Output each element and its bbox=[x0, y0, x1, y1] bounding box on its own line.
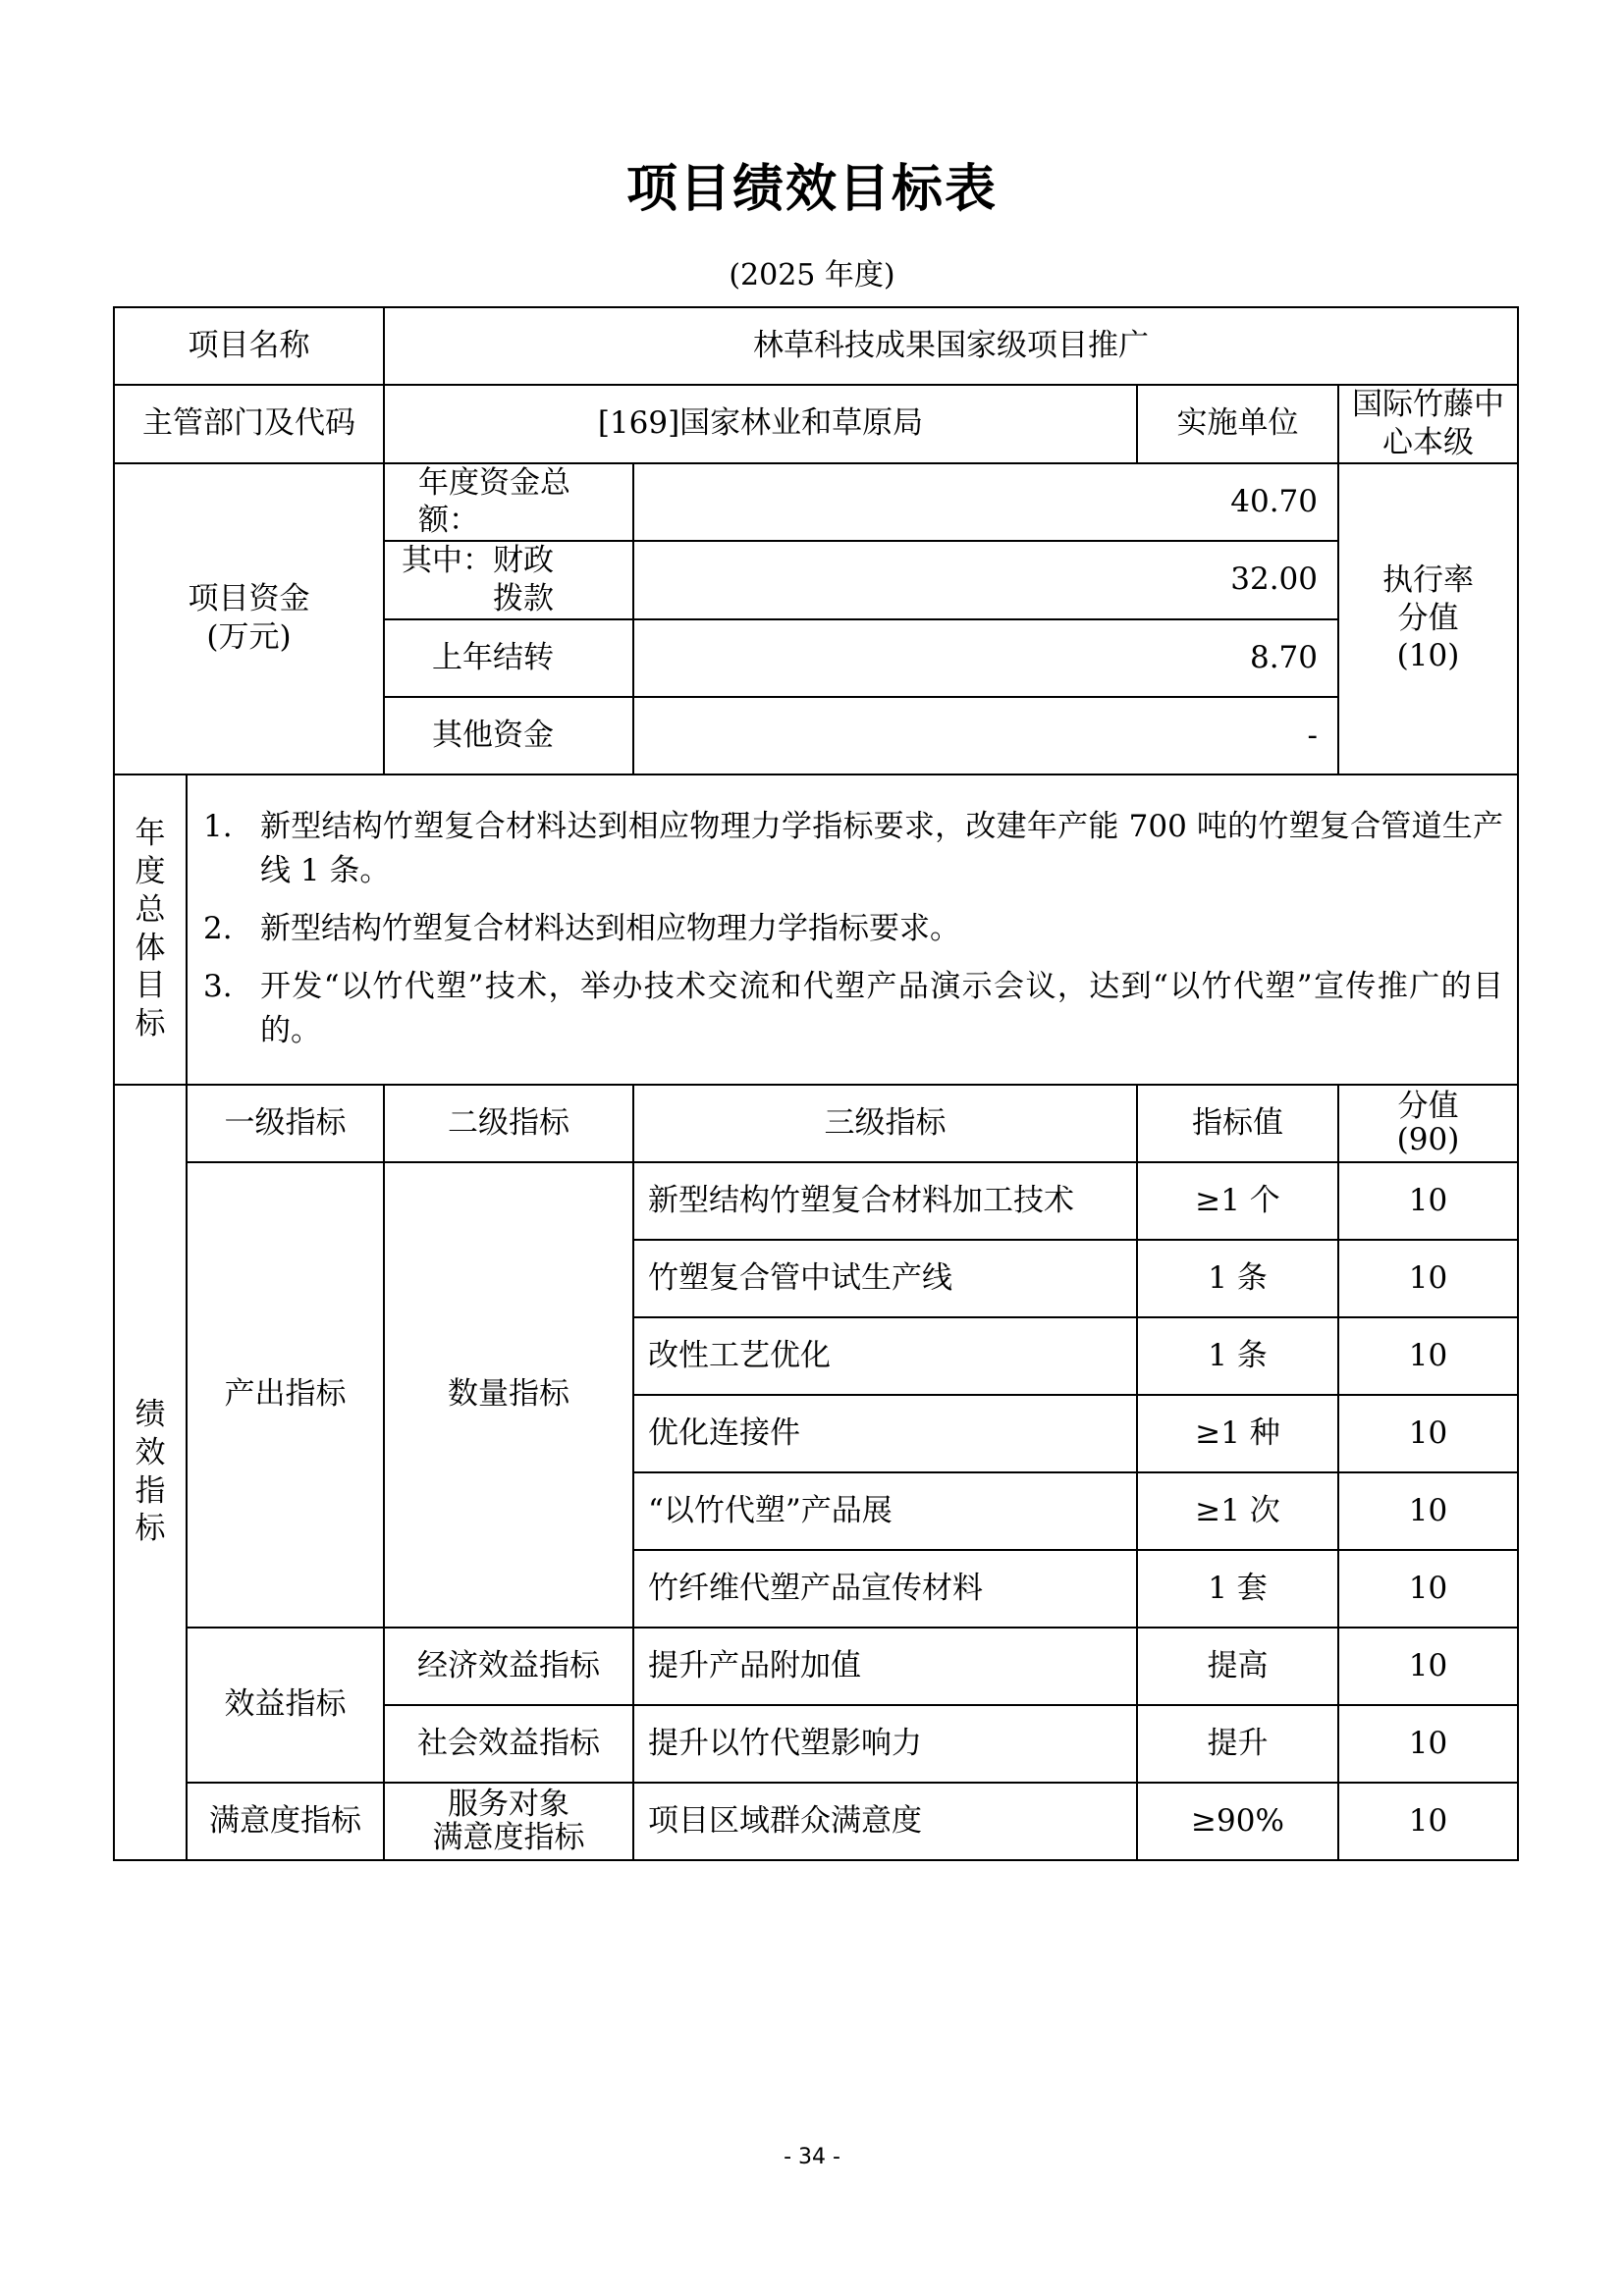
department-row bbox=[114, 385, 1518, 463]
indicators-label-char: 绩 bbox=[135, 1397, 166, 1432]
goals-label-char: 标 bbox=[135, 1006, 166, 1041]
output-level1: 产出指标 bbox=[187, 1162, 384, 1628]
funds-total-label: 年度资金总额： bbox=[384, 463, 633, 542]
indicator-score: 10 bbox=[1338, 1240, 1518, 1317]
indicator-value: 1 条 bbox=[1137, 1240, 1338, 1317]
indicator-value: 提高 bbox=[1137, 1628, 1338, 1705]
indicators-label-char: 效 bbox=[135, 1434, 166, 1470]
performance-table bbox=[113, 306, 1519, 1861]
goal-item bbox=[201, 805, 1503, 893]
indicator-score: 10 bbox=[1338, 1705, 1518, 1783]
header-level2: 二级指标 bbox=[384, 1085, 633, 1162]
funds-fiscal-label: 其中：财政拨款 bbox=[384, 541, 633, 619]
indicator-name: 项目区域群众满意度 bbox=[633, 1783, 1137, 1860]
goal-item bbox=[201, 907, 1503, 951]
department-label: 主管部门及代码 bbox=[114, 385, 384, 463]
goals-row bbox=[114, 774, 1518, 1085]
funds-label-line2: (万元) bbox=[206, 619, 292, 655]
goal-item bbox=[201, 965, 1503, 1053]
funds-fiscal-value: 32.00 bbox=[633, 541, 1338, 619]
funds-label-line1: 项目资金 bbox=[188, 581, 310, 617]
execution-rate-line3: (10) bbox=[1396, 638, 1460, 674]
goal-text: 新型结构竹塑复合材料达到相应物理力学指标要求。 bbox=[260, 911, 960, 947]
indicators-label-char: 标 bbox=[135, 1511, 166, 1547]
goals-label-char: 总 bbox=[135, 891, 166, 928]
indicator-name: 提升以竹代塑影响力 bbox=[633, 1705, 1137, 1783]
funds-carryover-value: 8.70 bbox=[633, 619, 1338, 697]
indicator-name: 改性工艺优化 bbox=[633, 1317, 1137, 1395]
department-value: [169]国家林业和草原局 bbox=[384, 385, 1137, 463]
funds-row bbox=[114, 463, 1518, 542]
project-name-label: 项目名称 bbox=[114, 307, 384, 385]
funds-carryover-label: 上年结转 bbox=[384, 619, 633, 697]
goal-number: 3. bbox=[203, 968, 233, 1004]
indicator-value: ≥1 个 bbox=[1137, 1162, 1338, 1240]
indicator-score: 10 bbox=[1338, 1628, 1518, 1705]
header-level1: 一级指标 bbox=[187, 1085, 384, 1162]
page-title: 项目绩效目标表 bbox=[625, 160, 998, 219]
indicator-name: 提升产品附加值 bbox=[633, 1628, 1137, 1705]
funds-other-label: 其他资金 bbox=[384, 697, 633, 774]
indicator-name: “以竹代塑”产品展 bbox=[633, 1472, 1137, 1550]
indicator-score: 10 bbox=[1338, 1472, 1518, 1550]
indicator-name: 竹纤维代塑产品宣传材料 bbox=[633, 1550, 1137, 1628]
indicator-row bbox=[114, 1783, 1518, 1860]
funds-label bbox=[114, 463, 384, 774]
header-level3: 三级指标 bbox=[633, 1085, 1137, 1162]
header-value: 指标值 bbox=[1137, 1085, 1338, 1162]
project-name-value: 林草科技成果国家级项目推广 bbox=[384, 307, 1518, 385]
page-subtitle: (2025 年度) bbox=[729, 258, 895, 293]
goal-text: 开发“以竹代塑”技术，举办技术交流和代塑产品演示会议，达到“以竹代塑”宣传推广的目的。 bbox=[260, 968, 1503, 1048]
indicators-label-char: 指 bbox=[135, 1472, 166, 1509]
satisfaction-level2-line2: 满意度指标 bbox=[432, 1820, 585, 1855]
indicator-score: 10 bbox=[1338, 1550, 1518, 1628]
indicator-value: 提升 bbox=[1137, 1705, 1338, 1783]
indicator-value: ≥1 次 bbox=[1137, 1472, 1338, 1550]
goal-number: 1. bbox=[203, 809, 233, 845]
header-score-line2: (90) bbox=[1396, 1122, 1460, 1157]
indicator-header-row bbox=[114, 1085, 1518, 1162]
indicator-row bbox=[114, 1628, 1518, 1705]
benefit-level2: 社会效益指标 bbox=[384, 1705, 633, 1783]
indicator-name: 竹塑复合管中试生产线 bbox=[633, 1240, 1137, 1317]
satisfaction-level2 bbox=[384, 1783, 633, 1860]
indicator-name: 新型结构竹塑复合材料加工技术 bbox=[633, 1162, 1137, 1240]
goals-label-char: 年 bbox=[135, 816, 166, 852]
output-level2: 数量指标 bbox=[384, 1162, 633, 1628]
indicator-value: ≥1 种 bbox=[1137, 1395, 1338, 1472]
indicator-score: 10 bbox=[1338, 1395, 1518, 1472]
implementer-value: 国际竹藤中心本级 bbox=[1338, 385, 1518, 463]
indicator-score: 10 bbox=[1338, 1317, 1518, 1395]
indicator-value: 1 条 bbox=[1137, 1317, 1338, 1395]
execution-rate-line1: 执行率 bbox=[1382, 561, 1474, 598]
page-number: - 34 - bbox=[784, 2145, 840, 2169]
indicator-value: 1 套 bbox=[1137, 1550, 1338, 1628]
header-score-line1: 分值 bbox=[1397, 1088, 1459, 1124]
benefit-level1: 效益指标 bbox=[187, 1628, 384, 1783]
satisfaction-level1: 满意度指标 bbox=[187, 1783, 384, 1860]
goals-content bbox=[187, 774, 1518, 1085]
goals-label-char: 目 bbox=[135, 968, 166, 1004]
indicator-score: 10 bbox=[1338, 1162, 1518, 1240]
indicators-label bbox=[114, 1085, 187, 1860]
goal-number: 2. bbox=[203, 911, 233, 947]
goals-label-char: 度 bbox=[135, 854, 166, 889]
funds-total-value: 40.70 bbox=[633, 463, 1338, 542]
indicator-name: 优化连接件 bbox=[633, 1395, 1137, 1472]
execution-rate-cell bbox=[1338, 463, 1518, 774]
implementer-label: 实施单位 bbox=[1137, 385, 1338, 463]
indicator-row bbox=[114, 1162, 1518, 1240]
project-name-row bbox=[114, 307, 1518, 385]
funds-other-value: - bbox=[633, 697, 1338, 774]
goal-text: 新型结构竹塑复合材料达到相应物理力学指标要求，改建年产能 700 吨的竹塑复合管道生产线 1 条。 bbox=[260, 809, 1503, 889]
execution-rate-line2: 分值 bbox=[1397, 600, 1459, 636]
goals-label bbox=[114, 774, 187, 1085]
header-score bbox=[1338, 1085, 1518, 1162]
indicator-score: 10 bbox=[1338, 1783, 1518, 1860]
indicator-value: ≥90% bbox=[1137, 1783, 1338, 1860]
satisfaction-level2-line1: 服务对象 bbox=[448, 1786, 569, 1822]
benefit-level2: 经济效益指标 bbox=[384, 1628, 633, 1705]
goals-label-char: 体 bbox=[135, 930, 166, 966]
